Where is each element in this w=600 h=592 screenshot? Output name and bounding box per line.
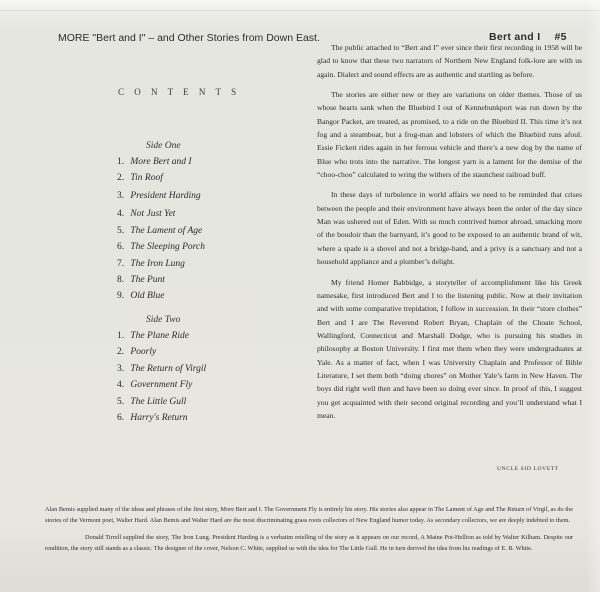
- album-number: #5: [554, 31, 567, 43]
- track-list-item: 7. The Iron Lung: [117, 259, 185, 269]
- footnote-paragraph: Donald Tirrell supplied the story, The Iron Lung. President Harding is a verbatim retelling of the story as it appears on our record, A Maine Pot-Hellion as told by Walter Kilham. Despite our rendition, the story still stands as a classic. The designer of the cover, Nelson C. White, supplied us with the idea for The Little Gull. He in turn derived the idea from his readings of E. B. White.: [45, 534, 573, 552]
- side-two-heading: Side Two: [146, 315, 181, 325]
- contents-heading: C O N T E N T S: [118, 87, 241, 97]
- album-title: MORE "Bert and I" – and Other Stories from Down East.: [58, 32, 320, 44]
- track-list-item: 4. Government Fly: [117, 380, 193, 390]
- footnote-paragraph: Alan Bemis supplied many of the ideas and phrases of the first story, More Bert and I. The Government Fly is entirely his story. His stories also appear in The Lament of Age and The Return of Virgil, as do the stories of the Vermont poet, Walter Hard. Alan Bemis and Walter Hard are the most discriminating grass roots collectors of New England humor today. As secondary collectors, we are deeply indebted to them.: [45, 506, 573, 524]
- liner-paragraph: In these days of turbulence in world affairs we need to be reminded that crises between the people and their environment have always been the order of the day since Man was ushered out of Eden. With so much contrived humor abroad, smacking more of the boudoir than the barnyard, it’s good to be exposed to an authentic brand of wit, where a spade is a shovel and not a bridge-hand, and a privy is a sanctuary and not a household appliance and a plumber’s delight.: [317, 190, 582, 267]
- track-list-item: 1. The Plane Ride: [117, 331, 189, 341]
- track-list-item: 9. Old Blue: [117, 291, 165, 301]
- track-list-item: 2. Tin Roof: [117, 173, 163, 183]
- liner-paragraph: My friend Homer Babbidge, a storyteller of accomplishment like his Greek namesake, first introduced Bert and I to the listening public. Now at their invitation and with some comparative trepidation, I follow in succession. In their “store clothes” Bert and I are The Reverend Robert Bryan, Chaplain of the Choate School, Wallingford, Connecticut and Marshall Dodge, who is pursuing his studies in philosophy at Boston University. I first met them when they were undergraduates at Yale. As a matter of fact, when I was University Chaplain and Professor of Bible Literature, I set them both “doing chores” on Mother Yale’s farm in New Haven. The boys did right well then and have been so doing ever since. In proof of this, I suggest you get acquainted with their second original recording and you’ll understand what I mean.: [317, 277, 582, 420]
- signature: UNCLE SID LOVETT: [497, 466, 559, 472]
- track-list-item: 2. Poorly: [117, 347, 157, 357]
- track-list-item: 5. The Little Gull: [117, 397, 187, 407]
- track-list-item: 5. The Lament of Age: [117, 226, 203, 236]
- track-list-item: 4. Not Just Yet: [117, 209, 176, 219]
- track-list-item: 6. Harry's Return: [117, 413, 188, 423]
- track-list-item: 6. The Sleeping Porch: [117, 242, 205, 252]
- track-list-item: 3. President Harding: [117, 191, 201, 201]
- track-list-item: 3. The Return of Virgil: [117, 364, 207, 374]
- faint-stamp: [258, 19, 338, 25]
- track-list-item: 8. The Punt: [117, 275, 165, 285]
- credits-footnotes: [45, 505, 573, 561]
- side-one-heading: Side One: [146, 141, 181, 151]
- sleeve-right-edge: [586, 0, 600, 592]
- sleeve-top-edge: [0, 0, 600, 11]
- album-name: Bert and I: [489, 31, 541, 43]
- track-list-item: 1. More Bert and I: [117, 157, 192, 167]
- liner-notes: [317, 41, 582, 429]
- liner-paragraph: The public attached to “Bert and I” ever since their first recording in 1958 will be glad to know that these two narrators of Northern New England folk-lore are with us again. Dialect and sound effects are as authentic and startling as before.: [317, 43, 582, 79]
- liner-paragraph: The stories are either new or they are variations on older themes. Those of us whose hearts sank when the Bluebird I out of Kennebunkport was run down by the Bangor Packet, are treated, as promised, to a ride on the Bluebird II. This time it’s not fog and a steamboat, but a frog-man and lobsters of which the Bluebird runs afoul. Essie Fickett rides again in her ferrous vehicle and there’s a new dog by the name of Blue who trots into the narrative. The longest yarn is a lament for the demise of the “choo-choo” calculated to wring the withers of the staunchest railroad buff.: [317, 90, 582, 180]
